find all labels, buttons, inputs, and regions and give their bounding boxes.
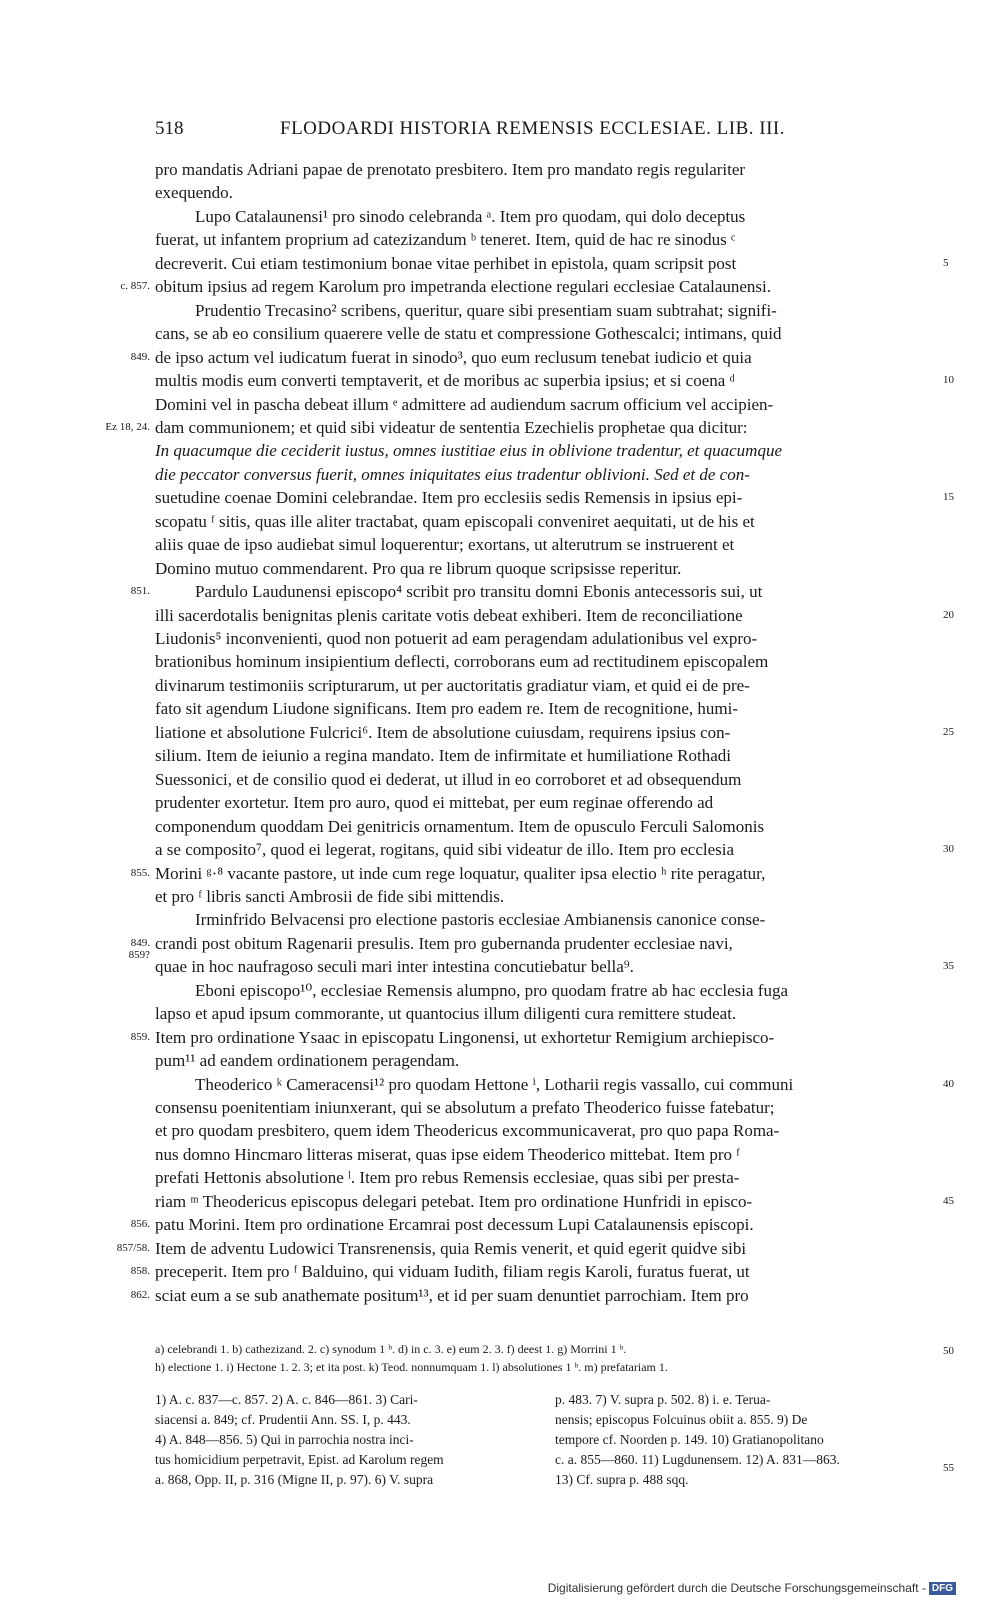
text-line: lapso et apud ipsum commorante, ut quantocius illum diligenti cura remittere studeat. <box>155 1004 737 1024</box>
text-line: preceperit. Item pro ᶠ Balduino, qui viduam Iudith, filiam regis Karoli, furatus fuerat, ut <box>155 1262 750 1282</box>
margin-date: 855. <box>130 866 150 879</box>
text-line: Prudentio Trecasino² scribens, queritur, quare sibi presentiam suam subtrahat; signifi- <box>195 300 777 320</box>
credit-text: Digitalisierung gefördert durch die Deutsche Forschungsgemeinschaft - <box>547 1580 926 1595</box>
text-line: brationibus hominum insipientium deflecti, corroborans eum ad rectitudinem episcopalem <box>155 652 769 672</box>
footnote-line: siacensi a. 849; cf. Prudentii Ann. SS. I, p. 443. <box>155 1412 411 1427</box>
text-line: Item de adventu Ludowici Transrenensis, quia Remis venerit, et quid egerit quidve sibi <box>155 1238 747 1258</box>
text-line: sciat eum a se sub anathemate positum¹³, et id per suam denuntiet parrochiam. Item pro <box>155 1285 749 1305</box>
line-number: 10 <box>943 374 954 387</box>
text-line: riam ᵐ Theodericus episcopus delegari petebat. Item pro ordinatione Hunfridi in episco- <box>155 1191 753 1211</box>
text-line: liatione et absolutione Fulcrici⁶. Item de absolutione cuiusdam, requirens ipsius con- <box>155 722 731 742</box>
text-line: crandi post obitum Ragenarii presulis. Item pro gubernanda prudenter ecclesiae navi, <box>155 933 733 953</box>
text-line: Theoderico ᵏ Cameracensi¹² pro quodam Hettone ⁱ, Lotharii regis vassallo, cui communi <box>195 1074 794 1094</box>
running-title: FLODOARDI HISTORIA REMENSIS ECCLESIAE. LIB. III. <box>280 118 785 139</box>
text-line: obitum ipsius ad regem Karolum pro impetranda electione regulari ecclesiae Catalaunensi. <box>155 277 772 297</box>
text-line: fato sit agendum Liudone significans. Item pro eadem re. Item de recognitione, humi- <box>155 699 739 719</box>
text-line: fuerat, ut infantem proprium ad catezizandum ᵇ teneret. Item, quid de hac re sinodus ᶜ <box>155 230 736 250</box>
text-line: Item pro ordinatione Ysaac in episcopatu Lingonensi, ut exhortetur Remigium archiepisco- <box>155 1027 775 1047</box>
text-line: Domino mutuo commendarent. Pro qua re librum quoque scripsisse reperitur. <box>155 558 682 578</box>
line-number: 15 <box>943 491 954 504</box>
text-line: Domini vel in pascha debeat illum ᵉ admittere ad audiendum sacrum officium vel accipien- <box>155 394 774 414</box>
line-number: 5 <box>943 256 949 269</box>
text-line: illi sacerdotalis benignitas plenis caritate votis debeat exhiberi. Item de reconciliatione <box>155 605 743 625</box>
text-line: Pardulo Laudunensi episcopo⁴ scribit pro transitu domni Ebonis antecessoris sui, ut <box>195 582 763 602</box>
text-line: In quacumque die ceciderit iustus, omnes iustitiae eius in oblivione tradentur, et quacumque <box>155 441 782 461</box>
text-line: prefati Hettonis absolutione ˡ. Item pro rebus Remensis ecclesiae, quas sibi per presta- <box>155 1168 740 1188</box>
text-line: silium. Item de ieiunio a regina mandato. Item de infirmitate et humiliatione Rothadi <box>155 746 731 766</box>
dfg-logo: DFG <box>929 1582 956 1595</box>
text-line: quae in hoc naufragoso seculi mari inter intestina concutiebatur bella⁹. <box>155 957 634 977</box>
footnote-line: tus homicidium perpetravit, Epist. ad Karolum regem <box>155 1452 444 1467</box>
margin-date: Ez 18, 24. <box>105 420 150 433</box>
line-number: 30 <box>943 843 954 856</box>
text-line: decreverit. Cui etiam testimonium bonae vitae perhibet in epistola, quam scripsit post <box>155 253 737 273</box>
margin-date: 849. <box>130 936 150 949</box>
text-line: pro mandatis Adriani papae de prenotato presbitero. Item pro mandato regis regulariter <box>155 160 746 179</box>
footnote-line: 1) A. c. 837—c. 857. 2) A. c. 846—861. 3) Cari- <box>155 1392 418 1407</box>
text-line: nus domno Hincmaro litteras miserat, quas ipse eidem Theoderico mittebat. Item pro ᶠ <box>155 1144 740 1164</box>
margin-date: 849. <box>130 350 150 363</box>
text-line: scopatu ᶠ sitis, quas ille aliter tractabat, quam episcopali conveniret aequitati, ut de his et <box>155 511 755 531</box>
footnote-line: p. 483. 7) V. supra p. 502. 8) i. e. Terua- <box>555 1392 771 1407</box>
text-line: componendum quoddam Dei genitricis ornamentum. Item de opusculo Ferculi Salomonis <box>155 816 765 836</box>
text-line: prudenter exortetur. Item pro auro, quod ei mittebat, per eum reginae offerendo ad <box>155 793 714 813</box>
line-number: 40 <box>943 1077 954 1090</box>
apparatus-line-number: 50 <box>943 1345 954 1357</box>
text-line: et pro quodam presbitero, quem idem Theodericus excommunicaverat, pro quo papa Roma- <box>155 1121 780 1141</box>
margin-date: c. 857. <box>120 280 150 293</box>
text-line: suetudine coenae Domini celebrandae. Item pro ecclesiis sedis Remensis in ipsius epi- <box>155 488 743 508</box>
text-line: Suessonici, et de consilio quod ei dederat, ut illud in eo corroboret et ad obsequendum <box>155 769 742 789</box>
footnote-line: nensis; episcopus Folcuinus obiit a. 855. 9) De <box>555 1412 808 1427</box>
footnote-line: 4) A. 848—856. 5) Qui in parrochia nostra inci- <box>155 1432 414 1447</box>
margin-date: 859. <box>130 1030 150 1043</box>
apparatus-line-1: a) celebrandi 1. b) cathezizand. 2. c) synodum 1 ᵇ. d) in c. 3. e) eum 2. 3. f) deest 1. g) Morrini 1 ᵇ. <box>155 1342 627 1356</box>
text-line: Lupo Catalaunensi¹ pro sinodo celebranda ᵃ. Item pro quodam, qui dolo deceptus <box>195 206 746 226</box>
footnote-line: tempore cf. Noorden p. 149. 10) Gratianopolitano <box>555 1432 824 1447</box>
text-line: a se composito⁷, quod ei legerat, rogitans, quid sibi videatur de illo. Item pro ecclesia <box>155 840 735 860</box>
line-number: 45 <box>943 1194 954 1207</box>
footnote-line: c. a. 855—860. 11) Lugdunensem. 12) A. 831—863. <box>555 1452 840 1467</box>
text-line: de ipso actum vel iudicatum fuerat in sinodo³, quo eum reclusum tenebat iudicio et quia <box>155 347 752 367</box>
margin-date: 859? <box>128 948 150 961</box>
margin-date: 858. <box>130 1265 150 1278</box>
text-line: dam communionem; et quid sibi videatur de sententia Ezechielis prophetae qua dicitur: <box>155 417 748 437</box>
text-line: Irminfrido Belvacensi pro electione pastoris ecclesiae Ambianensis canonice conse- <box>195 910 766 930</box>
text-line: die peccator conversus fuerit, omnes iniquitates eius tradentur oblivioni. Sed et de con- <box>155 464 750 484</box>
digitization-credit <box>548 1581 956 1595</box>
text-line: multis modis eum converti temptaverit, et de moribus ac superbia ipsius; et si coena ᵈ <box>155 371 735 391</box>
text-line: exequendo. <box>155 183 233 203</box>
apparatus-line-2: h) electione 1. i) Hectone 1. 2. 3; et ita post. k) Teod. nonnumquam 1. l) absolutiones 1 ᵇ. m) prefatariam 1. <box>155 1360 668 1374</box>
text-line: cans, se ab eo consilium quaerere velle de statu et compressione Gothescalci; intimans, quid <box>155 324 782 344</box>
text-line: Morini ᵍ·⁸ vacante pastore, ut inde cum rege loquatur, qualiter ipsa electio ʰ rite peragatur, <box>155 863 766 883</box>
text-line: aliis quae de ipso audiebat simul loquerentur; exortans, ut alterutrum se instruerent et <box>155 535 735 555</box>
footnote-line: a. 868, Opp. II, p. 316 (Migne II, p. 97). 6) V. supra <box>155 1472 434 1487</box>
margin-date: 862. <box>130 1288 150 1301</box>
text-line: Liudonis⁵ inconvenienti, quod non potuerit ad eam peragendam adulationibus vel expro- <box>155 629 758 648</box>
footnote-line-number: 55 <box>943 1462 954 1474</box>
margin-date: 851. <box>130 585 150 598</box>
line-number: 25 <box>943 725 954 738</box>
line-number: 20 <box>943 608 954 621</box>
text-line: divinarum testimoniis scripturarum, ut per auctoritatis gradiatur viam, et quid ei de pre- <box>155 675 750 695</box>
line-number: 35 <box>943 960 954 973</box>
text-line: patu Morini. Item pro ordinatione Ercamrai post decessum Lupi Catalaunensis episcopi. <box>155 1215 754 1235</box>
margin-date: 856. <box>130 1218 150 1231</box>
text-line: consensu poenitentiam iniunxerant, qui se absolutum a prefato Theoderico fuisse fatebatur; <box>155 1098 775 1117</box>
text-line: et pro ᶠ libris sancti Ambrosii de fide sibi mittendis. <box>155 886 505 906</box>
footnote-line: 13) Cf. supra p. 488 sqq. <box>555 1472 689 1487</box>
text-line: Eboni episcopo¹⁰, ecclesiae Remensis alumpno, pro quodam fratre ab hac ecclesia fuga <box>195 980 788 1000</box>
margin-date: 857/58. <box>116 1241 150 1254</box>
page-number: 518 <box>155 118 184 139</box>
text-line: pum¹¹ ad eandem ordinationem peragendam. <box>155 1051 460 1071</box>
